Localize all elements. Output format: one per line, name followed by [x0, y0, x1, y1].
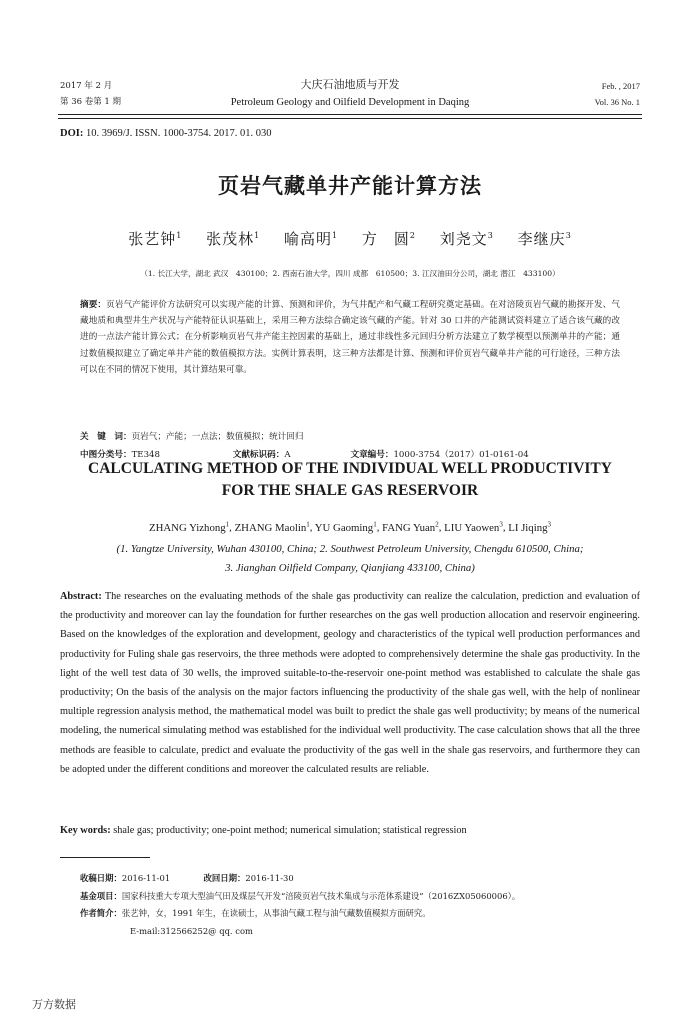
header-rule-thick	[58, 114, 642, 115]
header-right	[595, 78, 640, 110]
paper-title-en-line1: CALCULATING METHOD OF THE INDIVIDUAL WELL PRODUCTIVITY	[88, 460, 612, 477]
author-email[interactable]: E-mail:312566252@ qq. com	[130, 925, 253, 936]
abstract-cn-text: 页岩气产能评价方法研究可以实现产能的计算、预测和评价，为气井配产和气藏工程研究奠定基础。在对涪陵页岩气藏的勘探开发、气藏地质和典型井生产状况与产能特征认识基础上，采用三种方法综合确定该气藏的产能。针对 30 口井的产能测试资料建立了适合该气藏的改进的一点法产能计算公式；在分析影响页岩气井产能主控因素的基础上，通过非线性多元回归分析方法建立了数学模型以预测单井的产能；通过数值模拟建立了确定单井产能的数值模拟方法。实例计算表明，这三种方法都是计算、预测和评价页岩气藏单井产能的可行途径，三种方法可以在不同的情况下使用，其计算结果可靠。	[80, 300, 620, 375]
footnote-author: 作者简介：张艺钟，女，1991 年生，在读硕士，从事油气藏工程与油气藏数值模拟方面研究。	[80, 908, 431, 918]
author-cn: 张艺钟$^1$	[128, 230, 183, 248]
issue-date-cn: 2017 年 2 月	[60, 81, 113, 91]
issue-date-en: Feb. , 2017	[601, 81, 640, 91]
journal-name-en: Petroleum Geology and Oilfield Development in Daqing	[230, 97, 470, 108]
abstract-en	[60, 587, 640, 779]
author-en: FANG Yuan$^2$	[382, 520, 439, 534]
author-cn: 喻高明$^1$	[284, 230, 339, 248]
issue-volume-en: Vol. 36 No. 1	[594, 97, 640, 107]
author-en: YU Gaoming$^1$	[314, 520, 377, 534]
keywords-en-label: Key words:	[60, 825, 111, 836]
keywords-cn-label: 关 键 词：	[80, 432, 132, 442]
revised-date: 2016-11-30	[245, 873, 294, 883]
abstract-en-text: The researches on the evaluating methods of the shale gas productivity can realize the calculation, prediction and evaluation of the productivity and moreover can lay the foundation for further researches on the gas well production allocation and reservoir engineering. Based on the knowledges of the exploration and development, geology and characteristics of the typical well production performances and productivity for Fuling shale gas reservoirs, the three methods were adopted to comprehensively determine the shale gas productivity. In the light of the well test data of 30 wells, the improved suitable-to-the-reservoir one-point method was established to calculate the shale gas productivity; On the basis of the analysis on the major factors influencing the productivity of the shale gas well, with the help of nonlinear multiple regression analysis method, the mathematical model was built to predict the shale gas well productivity; by means of the numerical modeling, the numerical simulating method was established for the individual well productivity. The case calculation shows that all the three methods are feasible to calculate, predict and evaluate the productivity of the gas well in the shale gas reservoirs, and furthermore they can be adopted under the different conditions and moreover the calculated results are reliable.	[60, 591, 640, 775]
header-rule-thin	[58, 118, 642, 119]
clc-field: 中图分类号：TE348	[80, 450, 160, 460]
watermark-text: 万方数据	[32, 998, 76, 1011]
keywords-cn	[80, 430, 303, 442]
doi-label: DOI:	[60, 128, 84, 139]
author-en: LIU Yaowen$^3$	[444, 520, 503, 534]
journal-name-cn: 大庆石油地质与开发	[300, 78, 400, 91]
author-cn: 张茂林$^1$	[206, 230, 261, 248]
abstract-cn-label: 摘要：	[80, 300, 107, 310]
author-cn: 刘尧文$^3$	[439, 230, 494, 248]
paper-title-cn: 页岩气藏单井产能计算方法	[218, 174, 482, 198]
author-en: LI Jiqing$^3$	[508, 520, 552, 534]
fund-text: 国家科技重大专项大型油气田及煤层气开发“涪陵页岩气技术集成与示范体系建设”（2016ZX05060006）。	[121, 890, 521, 901]
issue-volume-cn: 第 36 卷第 1 期	[60, 97, 122, 107]
author-list-en: ZHANG Yizhong$^1$, ZHANG Maolin$^1$, YU Gaoming$^1$, FANG Yuan$^2$, LIU Yaowen$^3$, LI Jiqing$^3$	[148, 520, 552, 534]
author-cn: 李继庆$^3$	[517, 230, 572, 248]
footnote-dates: 收稿日期：2016-11-01 改回日期：2016-11-30	[80, 873, 294, 883]
abstract-en-label: Abstract:	[60, 591, 102, 602]
keywords-en-text: shale gas; productivity; one-point method; numerical simulation; statistical regression	[113, 825, 467, 836]
author-cn: 方 圆$^2$	[361, 230, 416, 248]
footnote-rule	[60, 857, 150, 858]
paper-title-en-line2: FOR THE SHALE GAS RESERVOIR	[221, 482, 479, 499]
author-bio: 张艺钟，女，1991 年生，在读硕士，从事油气藏工程与油气藏数值模拟方面研究。	[121, 908, 431, 918]
doi-value[interactable]: 10. 3969/J. ISSN. 1000-3754. 2017. 01. 030	[85, 128, 272, 139]
paper-title-en	[0, 458, 700, 502]
doi-line	[60, 128, 271, 139]
affiliations-en	[0, 540, 700, 578]
footnote	[80, 870, 640, 940]
keywords-en	[60, 825, 467, 836]
footnote-fund: 基金项目：国家科技重大专项大型油气田及煤层气开发“涪陵页岩气技术集成与示范体系建设”（2016ZX05060006）。	[80, 890, 521, 901]
author-en: ZHANG Yizhong$^1$	[148, 520, 230, 534]
author-list-cn	[0, 228, 700, 249]
author-en: ZHANG Maolin$^1$	[234, 520, 310, 534]
abstract-cn	[80, 297, 620, 378]
affiliations-cn: （1. 长江大学，湖北 武汉 430100；2. 西南石油大学，四川 成都 610500；3. 江汉油田分公司，湖北 潜江 433100）	[140, 269, 560, 278]
article-number-field: 文章编号：1000-3754（2017）01-0161-04	[350, 450, 529, 460]
doc-code-field: 文献标识码：A	[232, 450, 291, 460]
received-date: 2016-11-01	[121, 873, 171, 883]
keywords-cn-text: 页岩气；产能；一点法；数值模拟；统计回归	[131, 432, 304, 442]
affiliations-en-line1: (1. Yangtze University, Wuhan 430100, China; 2. Southwest Petroleum University, Chengdu 610500, China;	[116, 543, 584, 555]
affiliations-en-line2: 3. Jianghan Oilfield Company, Qianjiang 433100, China)	[225, 562, 475, 574]
